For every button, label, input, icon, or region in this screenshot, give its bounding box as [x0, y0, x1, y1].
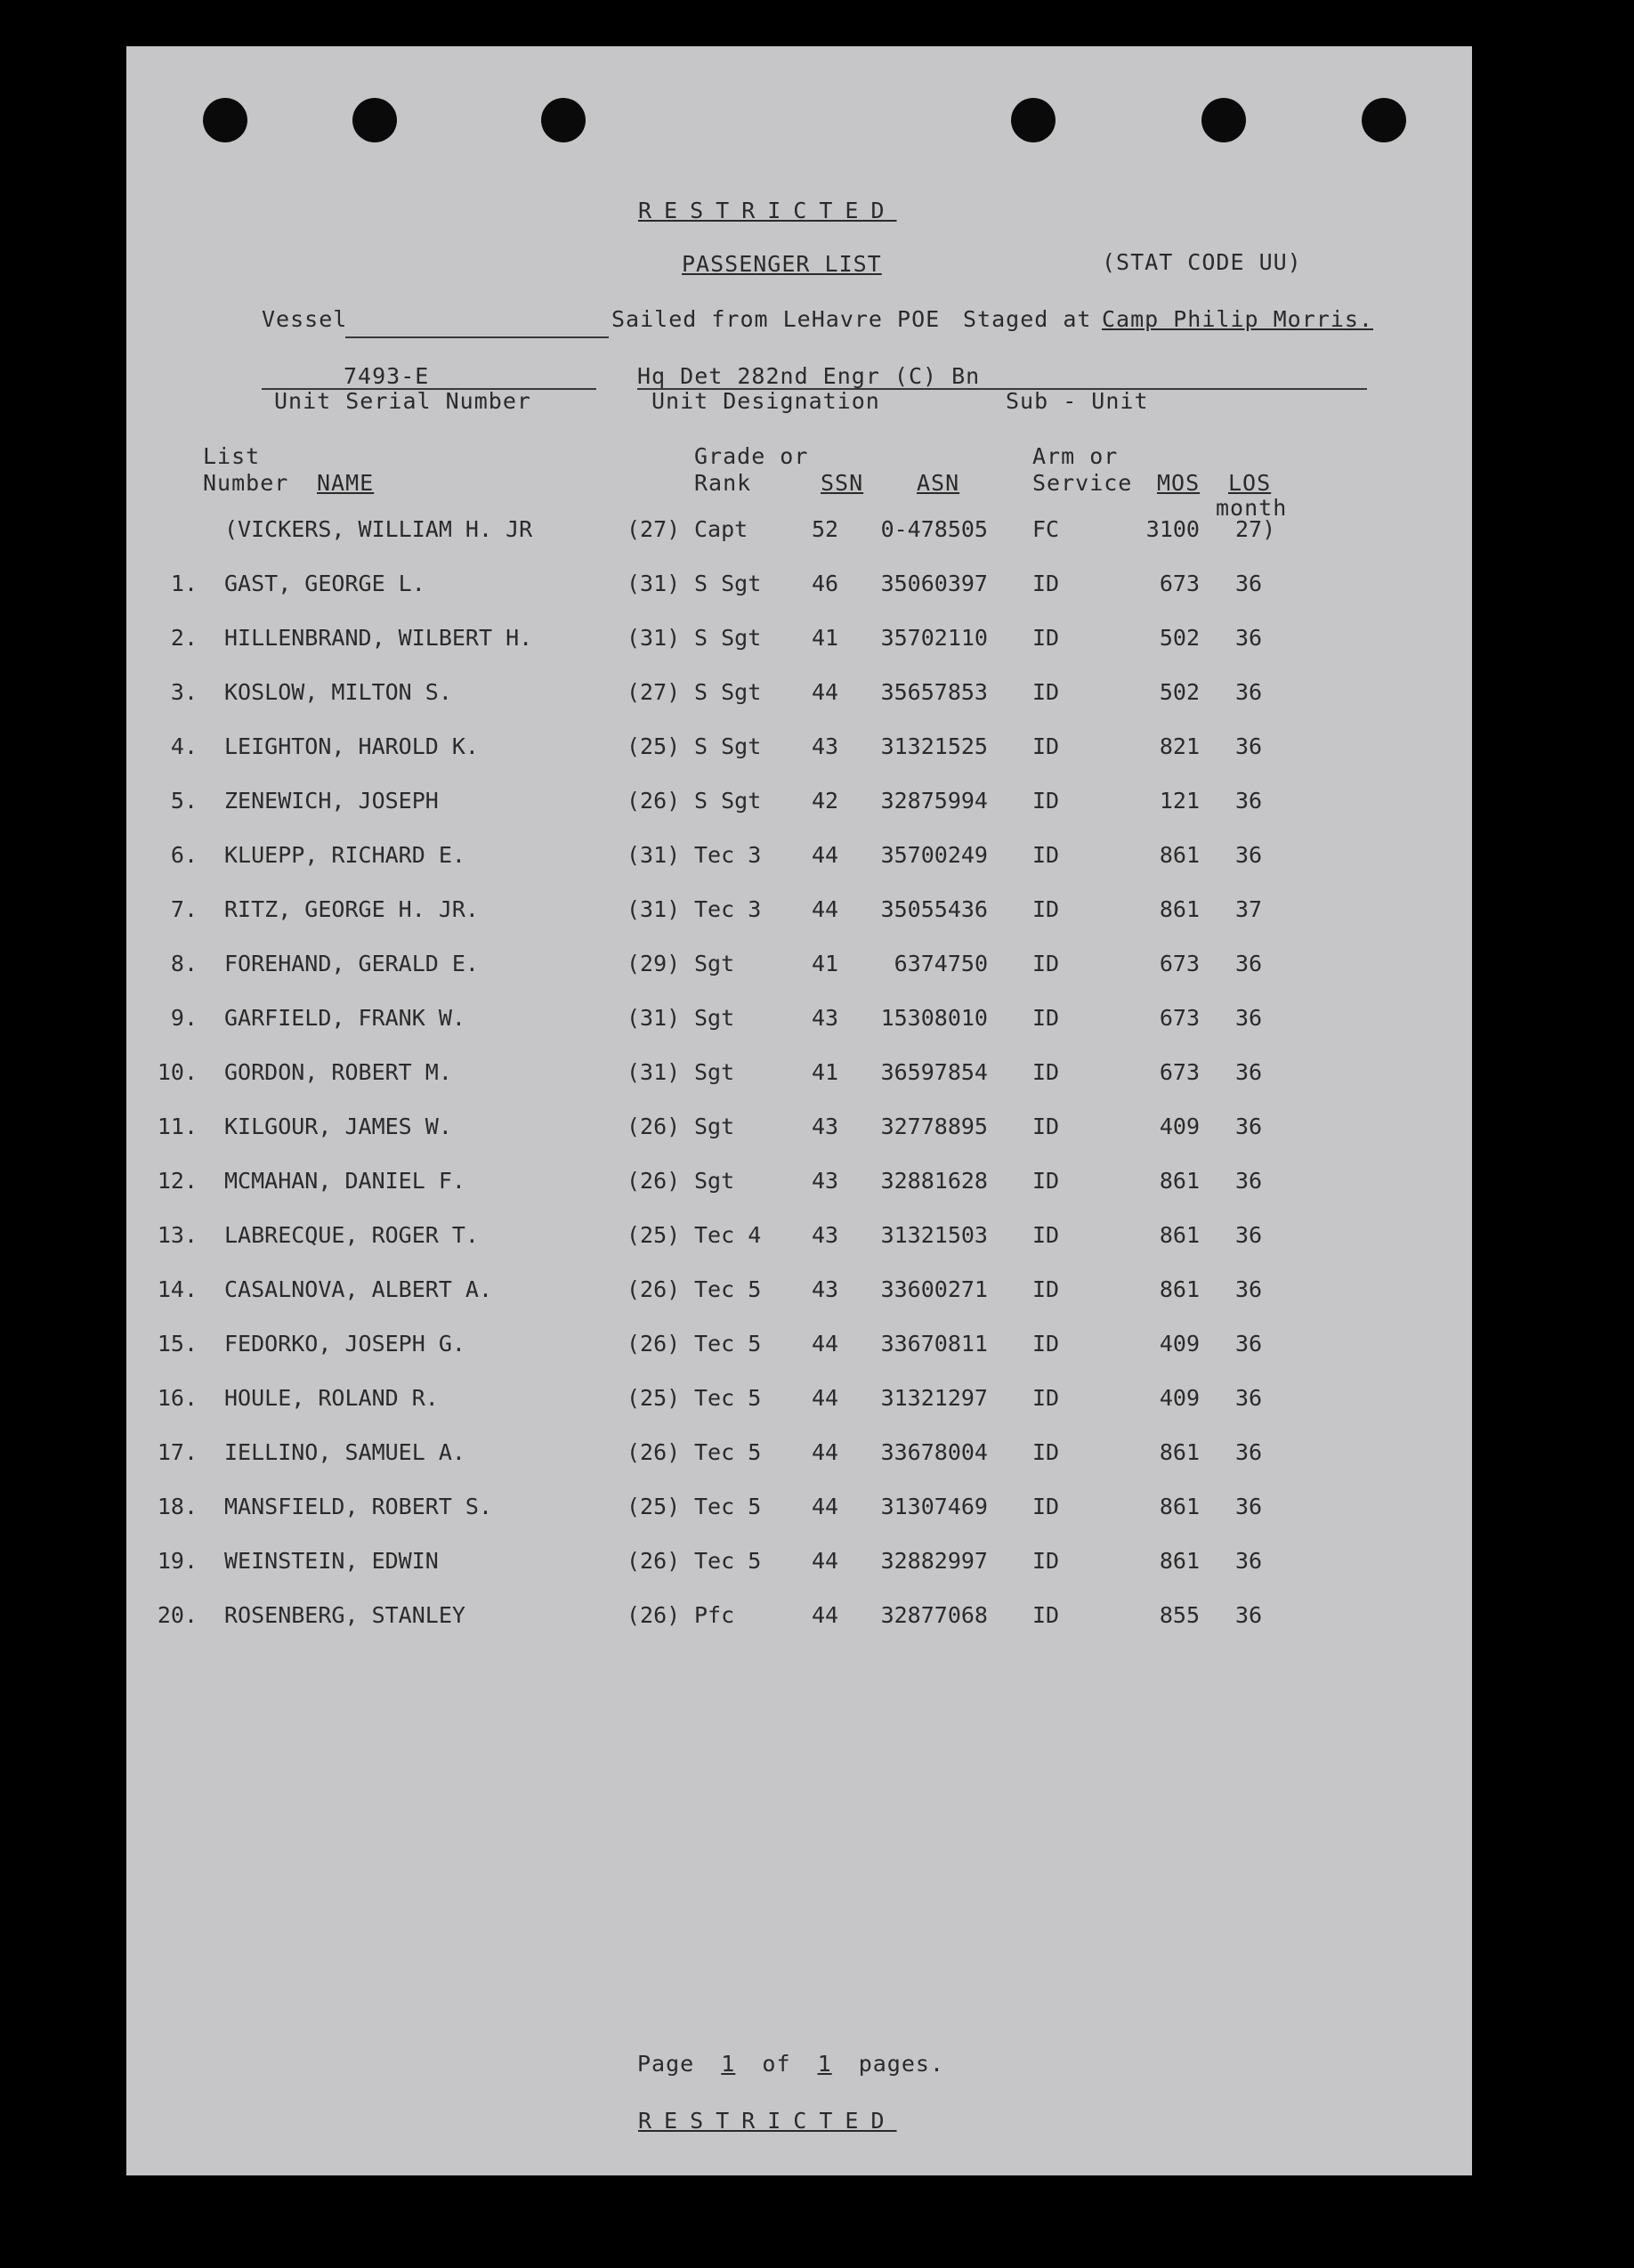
- row-name: LEIGHTON, HAROLD K.: [224, 733, 479, 759]
- row-los: 36: [1235, 1385, 1263, 1411]
- table-row: [126, 1548, 1472, 1584]
- row-mos: 673: [1159, 571, 1200, 596]
- row-rank: Sgt: [694, 1059, 735, 1085]
- unit-designation-label: Unit Designation: [651, 388, 880, 414]
- row-name: CASALNOVA, ALBERT A.: [224, 1276, 493, 1302]
- row-asn: 32875994: [880, 788, 988, 814]
- row-asn: 6374750: [894, 951, 988, 976]
- row-los: 36: [1235, 842, 1263, 868]
- row-age: (26): [627, 1276, 681, 1302]
- row-name: HOULE, ROLAND R.: [224, 1385, 439, 1411]
- row-mos: 502: [1159, 679, 1200, 705]
- row-rank: Sgt: [694, 1005, 735, 1031]
- row-mos: 861: [1159, 1439, 1200, 1465]
- row-los: 36: [1235, 1331, 1263, 1357]
- row-ssn: 41: [812, 951, 839, 976]
- punch-hole-icon: [203, 98, 247, 142]
- table-row: [126, 1059, 1472, 1095]
- row-rank: Tec 3: [694, 896, 762, 922]
- row-ssn: 44: [812, 1548, 839, 1574]
- row-rank: S Sgt: [694, 788, 762, 814]
- row-mos: 861: [1159, 1548, 1200, 1574]
- row-name: GAST, GEORGE L.: [224, 571, 425, 596]
- table-row: [126, 679, 1472, 715]
- row-number: 2.: [170, 625, 198, 651]
- row-arm: ID: [1032, 1331, 1060, 1357]
- row-asn: 36597854: [880, 1059, 988, 1085]
- row-arm: ID: [1032, 1276, 1060, 1302]
- row-number: 6.: [170, 842, 198, 868]
- row-los: 36: [1235, 1439, 1263, 1465]
- punch-hole-icon: [1011, 98, 1056, 142]
- row-arm: ID: [1032, 1602, 1060, 1628]
- row-name: FEDORKO, JOSEPH G.: [224, 1331, 465, 1357]
- row-arm: ID: [1032, 1494, 1060, 1519]
- restricted-footer: RESTRICTED: [638, 2108, 897, 2134]
- row-name: FOREHAND, GERALD E.: [224, 951, 479, 976]
- staged-at-label: Staged at: [963, 306, 1092, 332]
- row-rank: Sgt: [694, 1114, 735, 1139]
- row-ssn: 43: [812, 1005, 839, 1031]
- row-mos: 861: [1159, 842, 1200, 868]
- page-of: of: [762, 2051, 791, 2077]
- row-name: GARFIELD, FRANK W.: [224, 1005, 465, 1031]
- row-mos: 861: [1159, 1222, 1200, 1248]
- table-row: [126, 1331, 1472, 1366]
- row-number: 18.: [157, 1494, 198, 1519]
- row-mos: 861: [1159, 896, 1200, 922]
- row-number: 1.: [170, 571, 198, 596]
- document-title: PASSENGER LIST: [682, 251, 882, 277]
- row-arm: ID: [1032, 1548, 1060, 1574]
- table-row: [126, 896, 1472, 932]
- col-arm: [1032, 443, 1157, 497]
- row-rank: Tec 5: [694, 1494, 762, 1519]
- row-asn: 35055436: [880, 896, 988, 922]
- col-asn: ASN: [917, 470, 960, 496]
- row-asn: 31307469: [880, 1494, 988, 1519]
- table-row: [126, 1005, 1472, 1041]
- row-rank: Tec 4: [694, 1222, 762, 1248]
- row-number: 7.: [170, 896, 198, 922]
- table-row: [126, 571, 1472, 606]
- table-row: [126, 1439, 1472, 1475]
- row-los: 27): [1235, 516, 1276, 542]
- row-ssn: 41: [812, 1059, 839, 1085]
- page-total: 1: [817, 2051, 832, 2077]
- row-mos: 861: [1159, 1168, 1200, 1194]
- col-arm-label: Arm or Service: [1032, 443, 1133, 496]
- row-mos: 673: [1159, 1005, 1200, 1031]
- row-asn: 35657853: [880, 679, 988, 705]
- row-age: (29): [627, 951, 681, 976]
- row-ssn: 52: [812, 516, 839, 542]
- punch-hole-icon: [1362, 98, 1406, 142]
- row-asn: 33678004: [880, 1439, 988, 1465]
- table-row: [126, 1494, 1472, 1529]
- col-name: NAME: [317, 470, 375, 496]
- row-arm: ID: [1032, 842, 1060, 868]
- row-asn: 32882997: [880, 1548, 988, 1574]
- row-mos: 673: [1159, 951, 1200, 976]
- row-name: KOSLOW, MILTON S.: [224, 679, 452, 705]
- row-arm: ID: [1032, 896, 1060, 922]
- row-mos: 861: [1159, 1494, 1200, 1519]
- row-ssn: 44: [812, 1602, 839, 1628]
- row-arm: ID: [1032, 1059, 1060, 1085]
- row-los: 36: [1235, 951, 1263, 976]
- row-number: 14.: [157, 1276, 198, 1302]
- row-asn: 35702110: [880, 625, 988, 651]
- row-number: 10.: [157, 1059, 198, 1085]
- row-age: (26): [627, 1548, 681, 1574]
- row-los: 36: [1235, 1059, 1263, 1085]
- row-age: (25): [627, 1494, 681, 1519]
- restricted-header: RESTRICTED: [638, 198, 897, 223]
- row-los: 36: [1235, 1114, 1263, 1139]
- row-ssn: 44: [812, 1439, 839, 1465]
- table-row: [126, 951, 1472, 986]
- row-los: 36: [1235, 625, 1263, 651]
- row-ssn: 43: [812, 1222, 839, 1248]
- row-ssn: 44: [812, 896, 839, 922]
- row-asn: 33670811: [880, 1331, 988, 1357]
- row-number: 16.: [157, 1385, 198, 1411]
- row-number: 17.: [157, 1439, 198, 1465]
- sub-unit-label: Sub - Unit: [1006, 388, 1149, 414]
- pages-label: pages.: [858, 2051, 945, 2077]
- table-row: [126, 516, 1472, 552]
- row-los: 36: [1235, 1602, 1263, 1628]
- row-los: 36: [1235, 679, 1263, 705]
- row-asn: 32778895: [880, 1114, 988, 1139]
- row-rank: Sgt: [694, 1168, 735, 1194]
- unit-designation-value: Hq Det 282nd Engr (C) Bn: [637, 363, 981, 389]
- col-ssn: SSN: [821, 470, 864, 496]
- row-rank: S Sgt: [694, 733, 762, 759]
- row-arm: ID: [1032, 1114, 1060, 1139]
- row-rank: Tec 5: [694, 1385, 762, 1411]
- row-age: (25): [627, 1385, 681, 1411]
- row-age: (27): [627, 516, 681, 542]
- table-row: [126, 733, 1472, 769]
- row-los: 36: [1235, 571, 1263, 596]
- row-los: 37: [1235, 896, 1263, 922]
- row-name: WEINSTEIN, EDWIN: [224, 1548, 439, 1574]
- table-row: [126, 1222, 1472, 1258]
- page-number: 1: [721, 2051, 736, 2077]
- row-name: ROSENBERG, STANLEY: [224, 1602, 465, 1628]
- row-age: (31): [627, 571, 681, 596]
- row-age: (27): [627, 679, 681, 705]
- row-ssn: 43: [812, 733, 839, 759]
- row-mos: 861: [1159, 1276, 1200, 1302]
- document-page: [126, 46, 1472, 2175]
- row-number: 4.: [170, 733, 198, 759]
- table-row: [126, 1168, 1472, 1203]
- row-ssn: 43: [812, 1114, 839, 1139]
- table-row: [126, 1276, 1472, 1312]
- row-number: 8.: [170, 951, 198, 976]
- stat-code: (STAT CODE UU): [1102, 249, 1302, 275]
- vessel-label: Vessel: [262, 306, 348, 332]
- row-arm: ID: [1032, 788, 1060, 814]
- row-asn: 31321525: [880, 733, 988, 759]
- row-los: 36: [1235, 1168, 1263, 1194]
- row-ssn: 44: [812, 842, 839, 868]
- col-los-sub: month: [1216, 495, 1288, 521]
- row-arm: FC: [1032, 516, 1060, 542]
- row-arm: ID: [1032, 679, 1060, 705]
- row-age: (31): [627, 842, 681, 868]
- row-name: RITZ, GEORGE H. JR.: [224, 896, 479, 922]
- row-name: IELLINO, SAMUEL A.: [224, 1439, 465, 1465]
- row-name: LABRECQUE, ROGER T.: [224, 1222, 479, 1248]
- row-mos: 673: [1159, 1059, 1200, 1085]
- row-number: 3.: [170, 679, 198, 705]
- table-row: [126, 788, 1472, 823]
- row-age: (26): [627, 1114, 681, 1139]
- row-rank: Tec 3: [694, 842, 762, 868]
- row-asn: 32877068: [880, 1602, 988, 1628]
- row-age: (25): [627, 1222, 681, 1248]
- row-rank: Tec 5: [694, 1331, 762, 1357]
- row-los: 36: [1235, 1494, 1263, 1519]
- row-ssn: 44: [812, 1494, 839, 1519]
- row-number: 13.: [157, 1222, 198, 1248]
- row-name: KLUEPP, RICHARD E.: [224, 842, 465, 868]
- row-ssn: 43: [812, 1168, 839, 1194]
- row-arm: ID: [1032, 1439, 1060, 1465]
- col-mos: MOS: [1157, 470, 1201, 496]
- row-los: 36: [1235, 1005, 1263, 1031]
- row-ssn: 44: [812, 679, 839, 705]
- row-number: 20.: [157, 1602, 198, 1628]
- row-arm: ID: [1032, 625, 1060, 651]
- page-prefix: Page: [637, 2051, 695, 2077]
- col-grade: [694, 443, 828, 497]
- row-age: (31): [627, 896, 681, 922]
- row-los: 36: [1235, 1548, 1263, 1574]
- row-asn: 31321503: [880, 1222, 988, 1248]
- row-ssn: 46: [812, 571, 839, 596]
- row-number: 9.: [170, 1005, 198, 1031]
- table-row: [126, 1385, 1472, 1421]
- row-ssn: 41: [812, 625, 839, 651]
- row-arm: ID: [1032, 951, 1060, 976]
- row-mos: 855: [1159, 1602, 1200, 1628]
- row-age: (25): [627, 733, 681, 759]
- row-asn: 33600271: [880, 1276, 988, 1302]
- staged-at-value: Camp Philip Morris.: [1102, 306, 1373, 332]
- row-mos: 409: [1159, 1114, 1200, 1139]
- row-rank: Tec 5: [694, 1439, 762, 1465]
- col-list-number: [203, 443, 301, 497]
- row-age: (26): [627, 1439, 681, 1465]
- unit-serial-label: Unit Serial Number: [274, 388, 531, 414]
- row-arm: ID: [1032, 733, 1060, 759]
- punch-hole-icon: [1201, 98, 1246, 142]
- row-age: (26): [627, 1168, 681, 1194]
- row-name: HILLENBRAND, WILBERT H.: [224, 625, 533, 651]
- col-grade-label: Grade or Rank: [694, 443, 809, 496]
- row-age: (31): [627, 625, 681, 651]
- row-los: 36: [1235, 1222, 1263, 1248]
- row-rank: S Sgt: [694, 571, 762, 596]
- row-age: (31): [627, 1005, 681, 1031]
- row-number: 11.: [157, 1114, 198, 1139]
- punch-hole-icon: [352, 98, 397, 142]
- vessel-field-line: [345, 336, 609, 338]
- row-age: (26): [627, 1602, 681, 1628]
- row-asn: 35060397: [880, 571, 988, 596]
- row-rank: S Sgt: [694, 679, 762, 705]
- row-ssn: 43: [812, 1276, 839, 1302]
- col-los: LOS: [1228, 470, 1272, 496]
- table-row: [126, 1602, 1472, 1638]
- row-asn: 31321297: [880, 1385, 988, 1411]
- row-asn: 35700249: [880, 842, 988, 868]
- row-number: 12.: [157, 1168, 198, 1194]
- row-rank: Tec 5: [694, 1276, 762, 1302]
- row-ssn: 42: [812, 788, 839, 814]
- row-los: 36: [1235, 788, 1263, 814]
- row-arm: ID: [1032, 1168, 1060, 1194]
- table-row: [126, 625, 1472, 660]
- row-mos: 502: [1159, 625, 1200, 651]
- row-name: MCMAHAN, DANIEL F.: [224, 1168, 465, 1194]
- row-rank: Tec 5: [694, 1548, 762, 1574]
- row-ssn: 44: [812, 1385, 839, 1411]
- row-los: 36: [1235, 733, 1263, 759]
- row-name: KILGOUR, JAMES W.: [224, 1114, 452, 1139]
- row-arm: ID: [1032, 1385, 1060, 1411]
- row-age: (31): [627, 1059, 681, 1085]
- row-name: GORDON, ROBERT M.: [224, 1059, 452, 1085]
- page-indicator: [637, 2051, 944, 2077]
- table-row: [126, 1114, 1472, 1149]
- row-number: 5.: [170, 788, 198, 814]
- row-rank: Pfc: [694, 1602, 735, 1628]
- row-age: (26): [627, 788, 681, 814]
- sailed-from: Sailed from LeHavre POE: [611, 306, 941, 332]
- row-name: MANSFIELD, ROBERT S.: [224, 1494, 493, 1519]
- row-ssn: 44: [812, 1331, 839, 1357]
- row-rank: S Sgt: [694, 625, 762, 651]
- row-mos: 409: [1159, 1331, 1200, 1357]
- row-name: ZENEWICH, JOSEPH: [224, 788, 439, 814]
- col-list-number-label: List Number: [203, 443, 289, 496]
- row-mos: 409: [1159, 1385, 1200, 1411]
- row-asn: 0-478505: [880, 516, 988, 542]
- table-row: [126, 842, 1472, 878]
- row-name: (VICKERS, WILLIAM H. JR: [224, 516, 533, 542]
- row-mos: 121: [1159, 788, 1200, 814]
- row-arm: ID: [1032, 571, 1060, 596]
- row-asn: 32881628: [880, 1168, 988, 1194]
- row-rank: Capt: [694, 516, 748, 542]
- row-age: (26): [627, 1331, 681, 1357]
- row-mos: 3100: [1145, 516, 1200, 542]
- row-asn: 15308010: [880, 1005, 988, 1031]
- row-number: 19.: [157, 1548, 198, 1574]
- row-number: 15.: [157, 1331, 198, 1357]
- unit-serial-value: 7493-E: [344, 363, 430, 389]
- punch-hole-icon: [541, 98, 586, 142]
- row-arm: ID: [1032, 1005, 1060, 1031]
- row-mos: 821: [1159, 733, 1200, 759]
- row-arm: ID: [1032, 1222, 1060, 1248]
- row-rank: Sgt: [694, 951, 735, 976]
- row-los: 36: [1235, 1276, 1263, 1302]
